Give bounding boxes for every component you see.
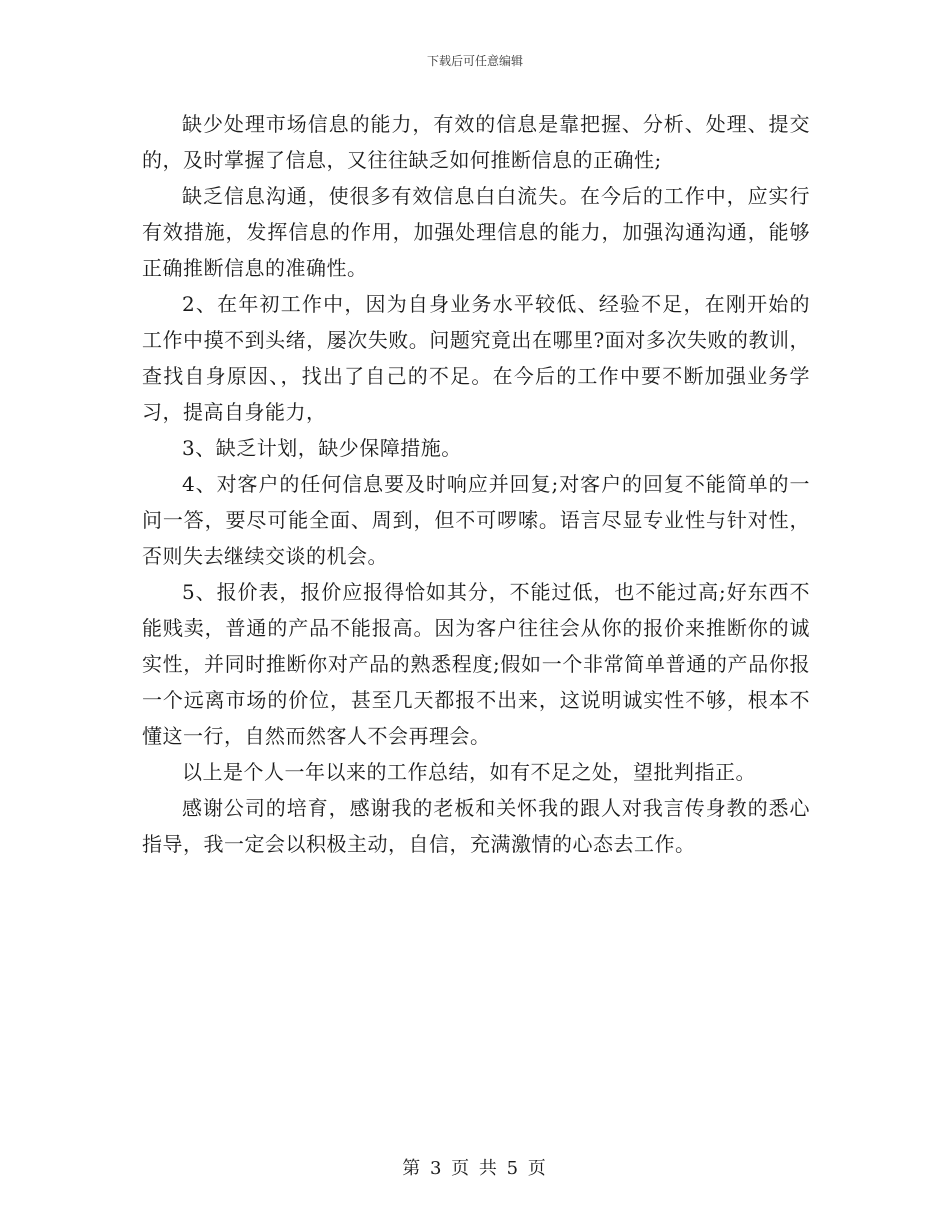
page-number-footer: 第 3 页 共 5 页 [402,1158,548,1179]
page-header-note: 下载后可任意编辑 [426,54,523,68]
paragraph-8: 感谢公司的培育，感谢我的老板和关怀我的跟人对我言传身教的悉心指导，我一定会以积极主动，自信，充满激情的心态去工作。 [142,796,810,856]
paragraph-5: 4、对客户的任何信息要及时响应并回复;对客户的回复不能简单的一问一答，要尽可能全面、周到，但不可啰嗦。语言尽显专业性与针对性，否则失去继续交谈的机会。 [142,472,810,568]
paragraph-3: 2、在年初工作中，因为自身业务水平较低、经验不足，在刚开始的工作中摸不到头绪，屡次失败。问题究竟出在哪里?面对多次失败的教训，查找自身原因、，找出了自己的不足。在今后的工作中要不断加强业务学习，提高自身能力， [142,292,810,424]
document-body [142,106,810,862]
paragraph-4: 3、缺乏计划，缺少保障措施。 [182,436,462,460]
paragraph-2: 缺乏信息沟通，使很多有效信息白白流失。在今后的工作中，应实行有效措施，发挥信息的作用，加强处理信息的能力，加强沟通沟通，能够正确推断信息的准确性。 [142,184,810,280]
paragraph-7: 以上是个人一年以来的工作总结，如有不足之处，望批判指正。 [182,760,756,784]
paragraph-6: 5、报价表，报价应报得恰如其分，不能过低，也不能过高;好东西不能贱卖，普通的产品不能报高。因为客户往往会从你的报价来推断你的诚实性，并同时推断你对产品的熟悉程度;假如一个非常简单普通的产品你报一个远离市场的价位，甚至几天都报不出来，这说明诚实性不够，根本不懂这一行，自然而然客人不会再理会。 [142,580,810,748]
paragraph-1: 缺少处理市场信息的能力，有效的信息是靠把握、分析、处理、提交的，及时掌握了信息，又往往缺乏如何推断信息的正确性; [142,112,810,172]
